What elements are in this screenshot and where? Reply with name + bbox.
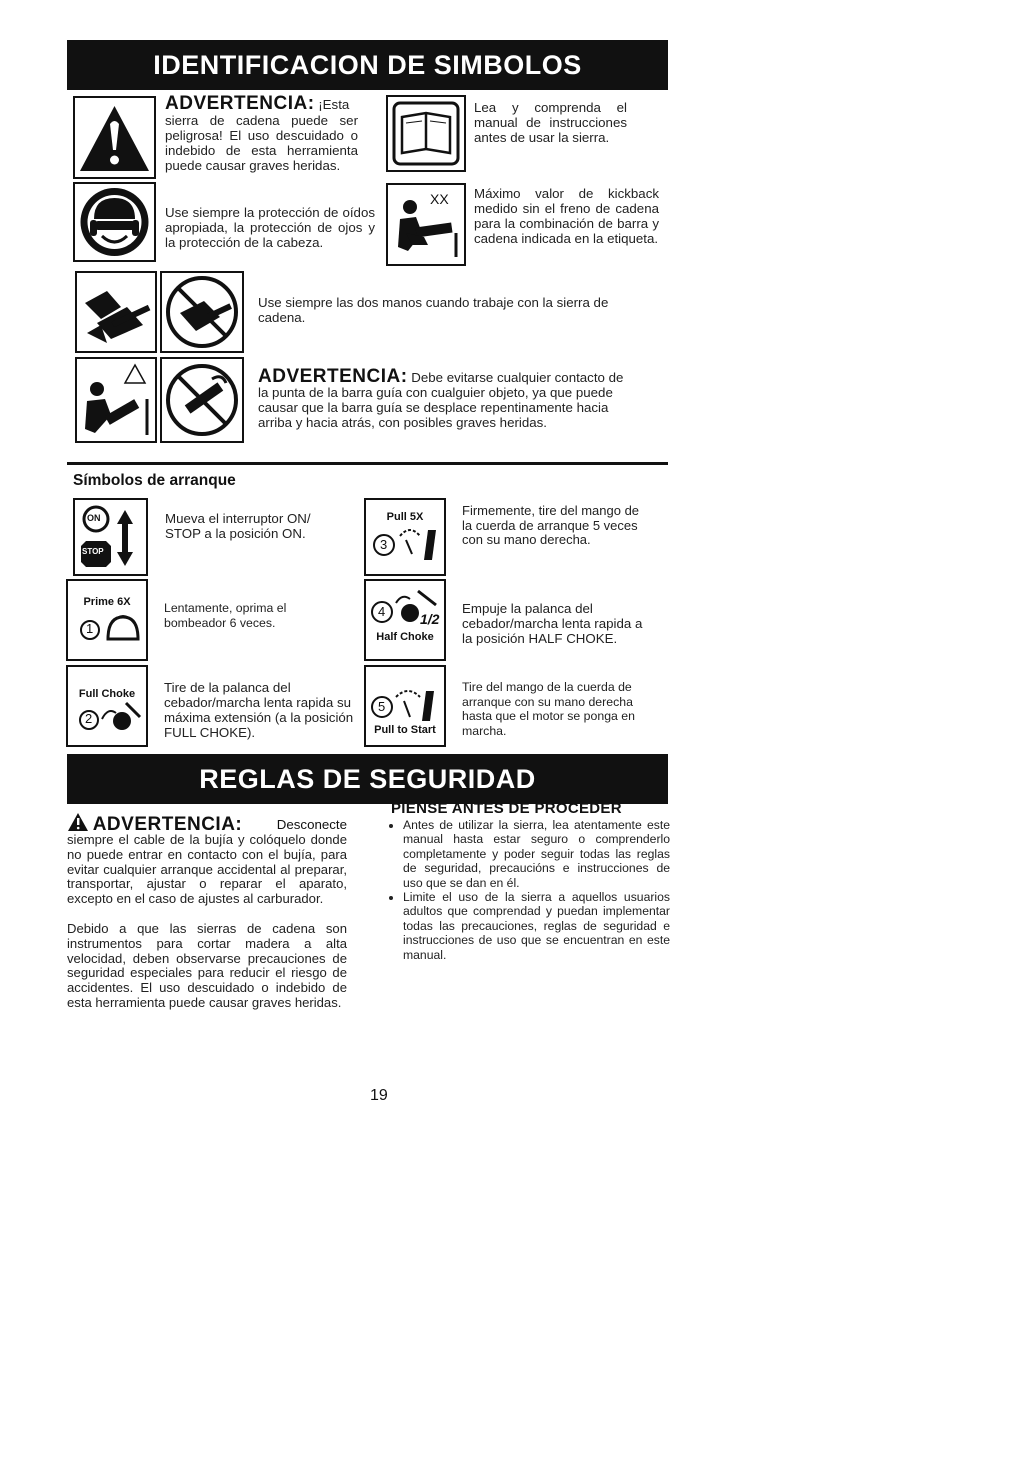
bar-tip-lead: Debe evitarse cualquier contacto de — [407, 370, 624, 385]
safety-left-paragraph-1: siempre el cable de la bujía y colóquelo donde no puede entrar en contacto con el bujía, para evitar cualquier arranque accidental al preparar, transportar, ajustar o reparar el aparato, excepto en el caso de ajustes al carburador. — [67, 832, 347, 907]
kickback-text: Máximo valor de kickback medido sin el freno de cadena para la combinación de barra y cadena indicada en la etiqueta. — [474, 186, 659, 246]
start-symbols-title: Símbolos de arranque — [73, 472, 236, 489]
full-choke-text: Tire de la palanca del cebador/marcha lenta rapida su máxima extensión (a la posición FULL CHOKE). — [164, 680, 354, 740]
half-choke-label: Half Choke — [376, 631, 434, 643]
protection-gear-icon — [73, 182, 156, 262]
pull-to-start-icon — [364, 665, 446, 747]
section-banner-safety: REGLAS DE SEGURIDAD — [67, 754, 668, 804]
half-choke-text: Empuje la palanca del cebador/marcha lenta rapida a la posición HALF CHOKE. — [462, 601, 643, 646]
safety-bullet-2: • Limite el uso de la sierra a aquellos usuarios adultos que comprendad y puedan implementar todas las precauciones, reglas de seguridad e instrucciones de uso que se encuentran en este manual. — [403, 890, 670, 962]
on-label: ON — [87, 513, 101, 523]
full-choke-step-number: 2 — [85, 711, 93, 726]
warning-small-icon — [67, 812, 89, 832]
kickback-value-label: XX — [430, 191, 449, 207]
safety-bullet-1: • Antes de utilizar la sierra, lea atentamente este manual hasta estar seguro o comprenderlo completamente y poder seguir todas las reglas de seguridad, precaucións e instrucciones de uso que se dan en él. — [403, 818, 670, 890]
pull-5x-step-number: 3 — [380, 537, 388, 552]
on-stop-switch-icon — [73, 498, 148, 576]
prime-label: Prime 6X — [83, 596, 131, 608]
half-choke-icon — [364, 579, 446, 661]
stop-label: STOP — [82, 547, 104, 556]
protection-text: Use siempre la protección de oídos apropiada, la protección de ojos y la protección de la cabeza. — [165, 205, 375, 250]
two-hands-icon — [75, 271, 157, 353]
section-banner-symbols: IDENTIFICACION DE SIMBOLOS — [67, 40, 668, 90]
bar-tip-text — [258, 366, 638, 430]
one-hand-prohibited-icon — [160, 271, 244, 353]
two-hands-text: Use siempre las dos manos cuando trabaje con la sierra de cadena. — [258, 295, 609, 325]
pull-cord-5x-icon — [364, 498, 446, 576]
primer-bulb-icon — [66, 579, 148, 661]
warning-text — [165, 93, 358, 173]
warning-body: sierra de cadena puede ser peligrosa! El uso descuidado o indebido de esta herramienta puede causar graves heridas. — [165, 113, 358, 173]
half-choke-step-number: 4 — [378, 604, 386, 619]
bar-tip-heading: ADVERTENCIA: — [258, 366, 408, 387]
think-before-heading: PIENSE ANTES DE PROCEDER — [391, 800, 622, 817]
safety-warning-lead: Desconecte — [276, 817, 347, 832]
full-choke-label: Full Choke — [78, 688, 136, 700]
warning-heading: ADVERTENCIA: — [165, 93, 315, 114]
prime-step-number: 1 — [86, 621, 94, 636]
pull-to-start-step-number: 5 — [378, 699, 386, 714]
pull-5x-text: Firmemente, tire del mango de la cuerda de arranque 5 veces con su mano derecha. — [462, 503, 640, 547]
safety-bullets — [391, 818, 670, 962]
safety-warning-title: ADVERTENCIA: — [92, 814, 243, 835]
warning-lead: ¡Esta — [314, 97, 350, 112]
kickback-warning-icon — [75, 357, 157, 443]
on-stop-text: Mueva el interruptor ON/ STOP a la posición ON. — [165, 511, 311, 541]
bar-tip-prohibited-icon — [160, 357, 244, 443]
half-choke-fraction: 1/2 — [420, 611, 440, 627]
manual-book-icon — [386, 95, 466, 172]
section-divider — [67, 462, 668, 465]
page-number: 19 — [370, 1087, 388, 1104]
manual-text: Lea y comprenda el manual de instrucciones antes de usar la sierra. — [474, 100, 627, 145]
safety-left-paragraph-2: Debido a que las sierras de cadena son instrumentos para cortar madera a alta velocidad, deben observarse precauciones de seguridad especiales para reducir el riesgo de accidentes. El uso descuidado o indebido de esta herramienta puede causar graves heridas. — [67, 921, 347, 1010]
full-choke-icon — [66, 665, 148, 747]
bar-tip-body: la punta de la barra guía con cualguier objeto, ya que puede causar que la barra guía se desplace repentinamente hacia arriba y hacia atrás, con posibles graves heridas. — [258, 385, 613, 430]
warning-triangle-icon — [73, 96, 156, 179]
prime-text: Lentamente, oprima el bombeador 6 veces. — [164, 601, 287, 630]
kickback-chainsaw-icon — [386, 183, 466, 266]
pull-5x-label: Pull 5X — [386, 511, 424, 523]
pull-to-start-label: Pull to Start — [374, 724, 436, 736]
pull-to-start-text: Tire del mango de la cuerda de arranque con su mano derecha hasta que el motor se ponga en marcha. — [462, 680, 635, 738]
